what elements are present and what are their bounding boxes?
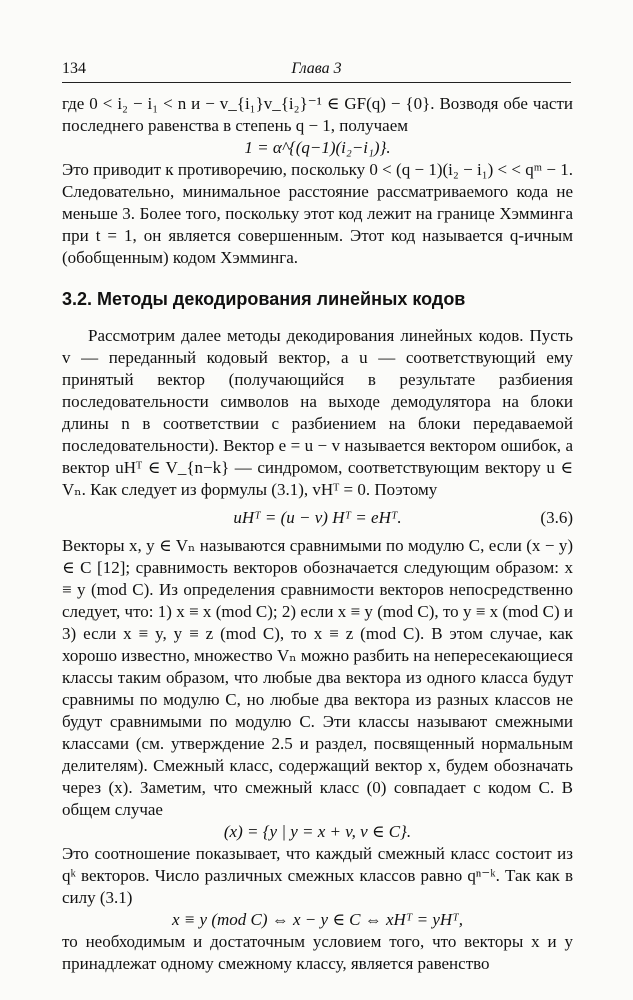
paragraph-2: Это приводит к противоречию, поскольку 0 < (q − 1)(i₂ − i₁) < < qᵐ − 1. Следовательно, минимальное расстояние рассматриваемого кода не меньше 3. Более того, поскольку этот код лежит на границе Хэмминга при t = 1, он является совершенным. Этот код называется q-ичным (обобщенным) кодом Хэмминга.	[62, 160, 573, 267]
paragraph-6: то необходимым и достаточным условием того, что векторы x и y принадлежат одному смежному классу, является равенство	[62, 932, 573, 973]
paragraph-5: Это соотношение показывает, что каждый смежный класс состоит из qᵏ векторов. Число различных смежных классов равно qⁿ⁻ᵏ. Так как в силу (3.1)	[62, 844, 573, 907]
page-body	[62, 93, 573, 975]
section-heading: 3.2. Методы декодирования линейных кодов	[62, 289, 466, 309]
equation-3-6-body: uHᵀ = (u − v) Hᵀ = eHᵀ.	[233, 508, 402, 527]
paragraph-1: где 0 < i₂ − i₁ < n и − v_{i₁}v_{i₂}⁻¹ ∈ GF(q) − {0}. Возводя обе части последнего равенства в степень q − 1, получаем	[62, 94, 573, 135]
equation-1: 1 = α^{(q−1)(i₂−i₁)}.	[244, 138, 391, 157]
page-header	[62, 58, 571, 83]
equation-3-6	[62, 507, 573, 529]
equation-equivalence: x ≡ y (mod C) ⇔ x − y ∈ C ⇔ xHᵀ = yHᵀ,	[172, 910, 463, 929]
paragraph-4: Векторы x, y ∈ Vₙ называются сравнимыми по модулю C, если (x − y) ∈ C [12]; сравнимость векторов обозначается следующим образом: x ≡ y (mod C). Из определения сравнимости векторов непосредственно следует, что: 1) x ≡ x (mod C); 2) если x ≡ y (mod C), то y ≡ x (mod C) и 3) если x ≡ y, y ≡ z (mod C), то x ≡ z (mod C). В этом случае, как хорошо известно, множество Vₙ можно разбить на непересекающиеся классы таким образом, что любые два вектора из одного класса будут сравнимы по модулю C, но любые два вектора из разных классов не будут сравнимыми по модулю C. Эти классы называют смежными классами (см. утверждение 2.5 и раздел, посвященный нормальным делителям). Смежный класс, содержащий вектор x, будем обозначать через (x). Заметим, что смежный класс (0) совпадает с кодом C. В общем случае	[62, 536, 573, 819]
running-title: Глава 3	[291, 60, 342, 77]
paragraph-3: Рассмотрим далее методы декодирования линейных кодов. Пусть v — переданный кодовый вектор, а u — соответствующий ему принятый вектор (получающийся в результате разбиения последовательности символов на выходе демодулятора на блоки длины n в соответствии с разбиением на блоки передаваемой последовательности). Вектор e = u − v называется вектором ошибок, а вектор uHᵀ ∈ V_{n−k} — синдромом, соответствующим вектору u ∈ Vₙ. Как следует из формулы (3.1), vHᵀ = 0. Поэтому	[62, 326, 573, 499]
page-number: 134	[62, 60, 86, 77]
equation-coset: (x) = {y | y = x + v, v ∈ C}.	[223, 822, 412, 841]
equation-number: (3.6)	[540, 508, 573, 527]
